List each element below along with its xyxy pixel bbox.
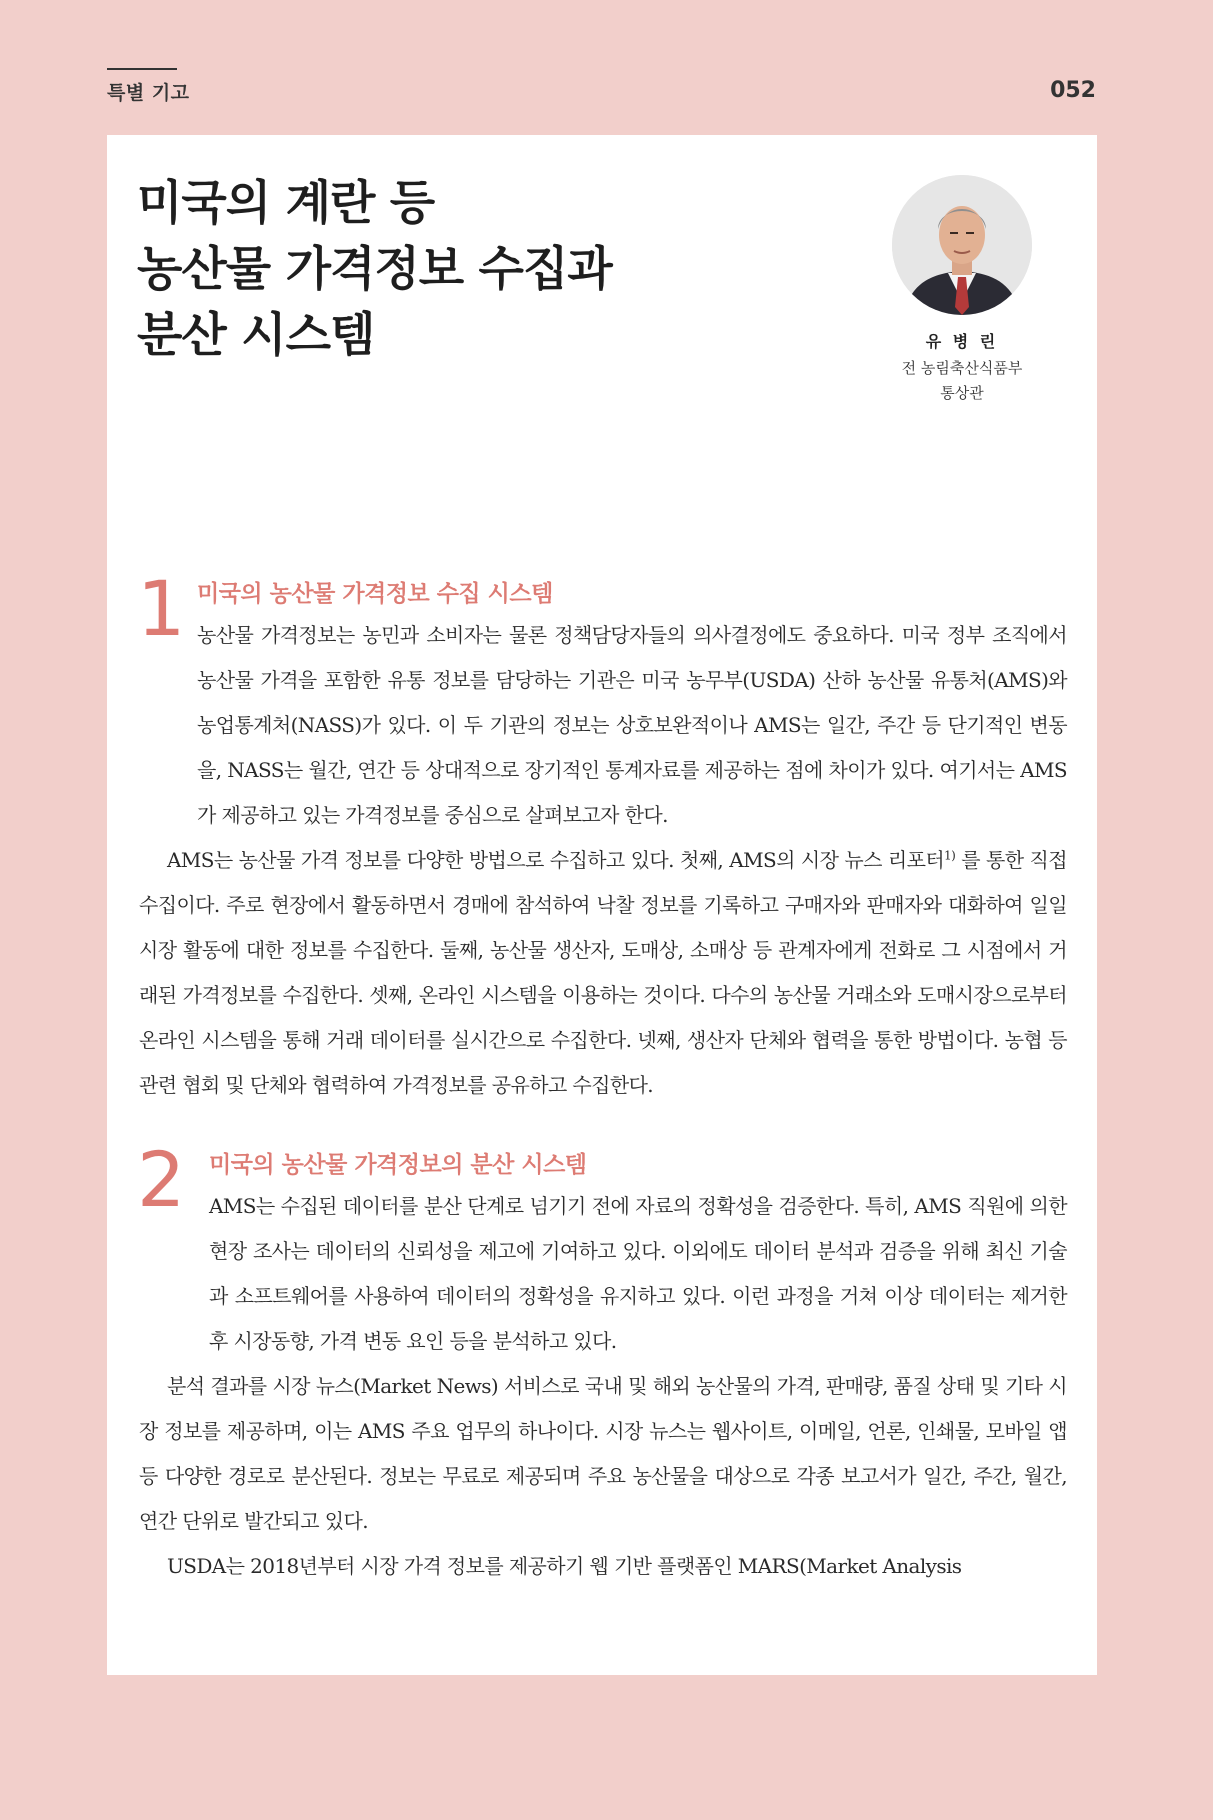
title-line-1: 미국의 계란 등 xyxy=(137,176,435,231)
section-number: 2 xyxy=(137,1135,185,1224)
title-line-3: 분산 시스템 xyxy=(137,308,375,363)
article-body xyxy=(137,564,1067,1589)
author-block xyxy=(887,175,1037,406)
author-role-line-1: 전 농림축산식품부 xyxy=(901,359,1023,377)
paragraph-text: 를 통한 직접 수집이다. 주로 현장에서 활동하면서 경매에 참석하여 낙찰 정보를 기록하고 구매자와 판매자와 대화하여 일일 시장 활동에 대한 정보를 수집한다. 둘째, 농산물 생산자, 도매상, 소매상 등 관계자에게 전화로 그 시점에서 거래된 가격정보를 수집한다. 셋째, 온라인 시스템을 이용하는 것이다. 다수의 농산물 거래소와 도매시장으로부터 온라인 시스템을 통해 거래 데이터를 실시간으로 수집한다. 넷째, 생산자 단체와 협력을 통한 방법이다. 농협 등 관련 협회 및 단체와 협력하여 가격정보를 공유하고 수집한다. xyxy=(139,848,1067,1097)
section-label: 특별 기고 xyxy=(107,82,190,104)
page-number: 052 xyxy=(1050,78,1096,103)
paragraph: USDA는 2018년부터 시장 가격 정보를 제공하기 웹 기반 플랫폼인 MARS(Market Analysis xyxy=(167,1554,962,1578)
article-title xyxy=(137,171,612,369)
author-role-line-2: 통상관 xyxy=(940,384,984,402)
paragraph: 농산물 가격정보는 농민과 소비자는 물론 정책담당자들의 의사결정에도 중요하다. 미국 정부 조직에서 농산물 가격을 포함한 유통 정보를 담당하는 기관은 미국 농무부(USDA) 산하 농산물 유통처(AMS)와 농업통계처(NASS)가 있다. 이 두 기관의 정보는 상호보완적이나 AMS는 일간, 주간 등 단기적인 변동을, NASS는 월간, 연간 등 상대적으로 장기적인 통계자료를 제공하는 점에 차이가 있다. 여기서는 AMS가 제공하고 있는 가격정보를 중심으로 살펴보고자 한다. xyxy=(197,623,1067,827)
section-2 xyxy=(137,1135,1067,1589)
title-line-2: 농산물 가격정보 수집과 xyxy=(137,242,612,297)
author-avatar xyxy=(892,175,1032,315)
author-role xyxy=(887,356,1037,406)
section-heading: 미국의 농산물 가격정보의 분산 시스템 xyxy=(209,1152,587,1178)
section-heading: 미국의 농산물 가격정보 수집 시스템 xyxy=(197,581,553,607)
footnote-mark: 1) xyxy=(944,848,956,863)
article-card xyxy=(107,135,1097,1675)
header-rule xyxy=(107,68,177,70)
section-number: 1 xyxy=(137,564,185,653)
section-1 xyxy=(137,564,1067,1108)
author-portrait-image xyxy=(892,175,1032,315)
paragraph-with-footnote xyxy=(139,838,1067,1108)
paragraph: 분석 결과를 시장 뉴스(Market News) 서비스로 국내 및 해외 농산물의 가격, 판매량, 품질 상태 및 기타 시장 정보를 제공하며, 이는 AMS 주요 업무의 하나이다. 시장 뉴스는 웹사이트, 이메일, 언론, 인쇄물, 모바일 앱 등 다양한 경로로 분산된다. 정보는 무료로 제공되며 주요 농산물을 대상으로 각종 보고서가 일간, 주간, 월간, 연간 단위로 발간되고 있다. xyxy=(139,1374,1067,1533)
paragraph-text: AMS는 농산물 가격 정보를 다양한 방법으로 수집하고 있다. 첫째, AMS의 시장 뉴스 리포터 xyxy=(167,848,945,872)
paragraph: AMS는 수집된 데이터를 분산 단계로 넘기기 전에 자료의 정확성을 검증한다. 특히, AMS 직원에 의한 현장 조사는 데이터의 신뢰성을 제고에 기여하고 있다. 이외에도 데이터 분석과 검증을 위해 최신 기술과 소프트웨어를 사용하여 데이터의 정확성을 유지하고 있다. 이런 과정을 거쳐 이상 데이터는 제거한 후 시장동향, 가격 변동 요인 등을 분석하고 있다. xyxy=(209,1194,1067,1353)
author-name: 유 병 린 xyxy=(925,332,999,351)
